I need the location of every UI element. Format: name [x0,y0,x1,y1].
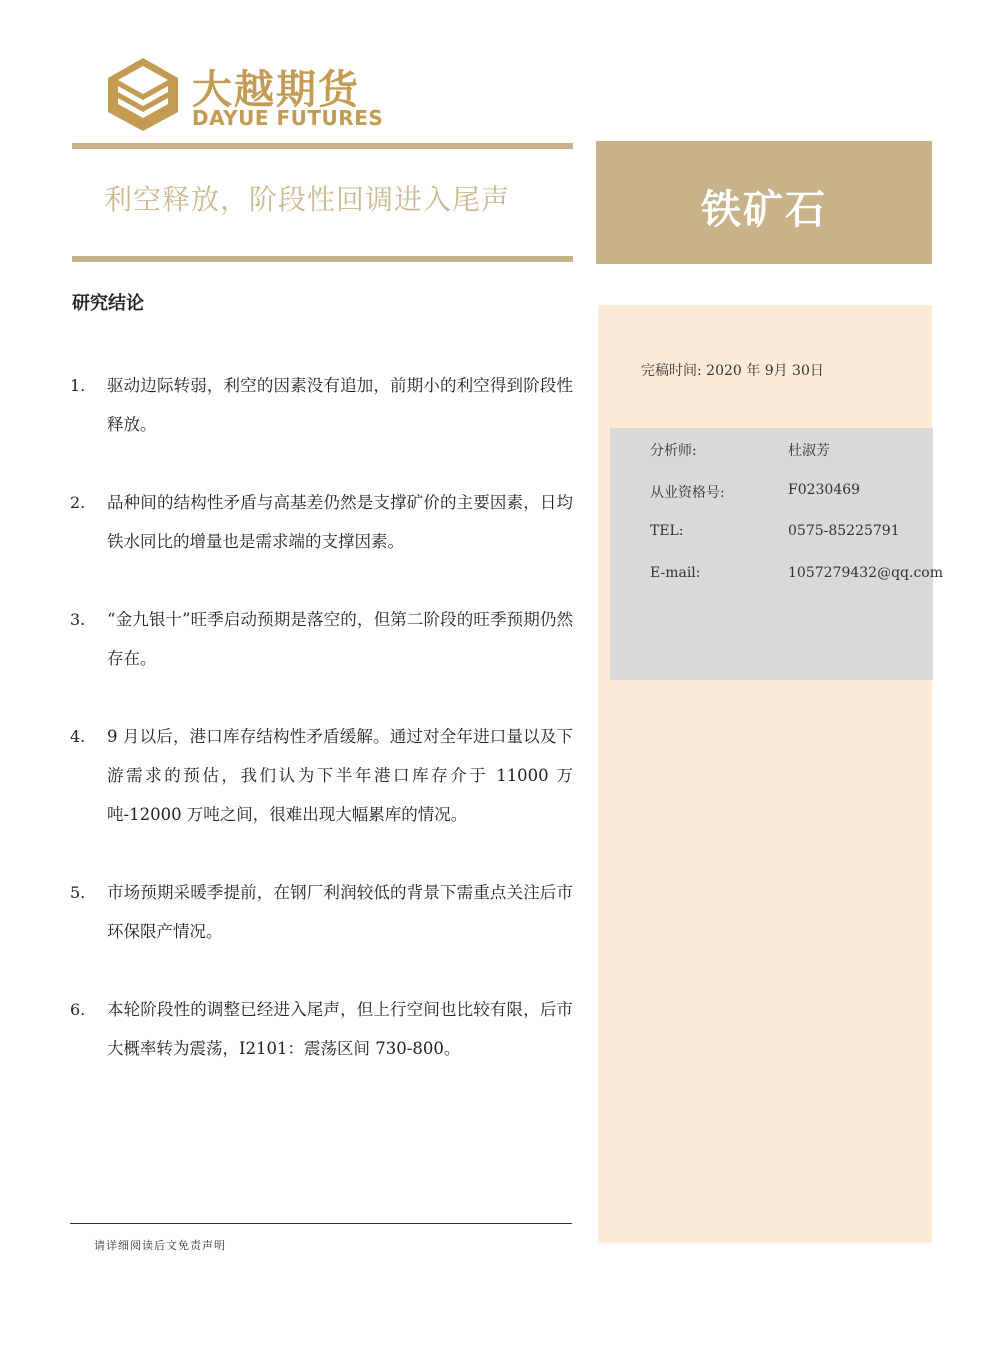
item-number: 2. [70,493,86,512]
item-text: 9 月以后，港口库存结构性矛盾缓解。通过对全年进口量以及下游需求的预估，我们认为下半年港口库存介于 11000 万吨-12000 万吨之间，很难出现大幅累库的情况。 [107,727,573,824]
email-value[interactable]: 1057279432@qq.com [788,565,943,581]
item-text: 市场预期采暖季提前，在钢厂利润较低的背景下需重点关注后市环保限产情况。 [107,883,573,941]
completion-date: 完稿时间: 2020 年 9月 30日 [641,363,824,379]
disclaimer-note: 请详细阅读后文免责声明 [94,1239,226,1252]
section-heading: 研究结论 [72,293,144,314]
license-label: 从业资格号: [650,485,725,501]
license-value: F0230469 [788,482,861,498]
item-text: 驱动边际转弱，利空的因素没有追加，前期小的利空得到阶段性释放。 [107,376,573,434]
conclusion-item [70,873,573,951]
category-label: 铁矿石 [701,187,827,233]
footer-rule [70,1223,572,1224]
item-number: 1. [70,376,86,395]
item-number: 3. [70,610,86,629]
item-number: 4. [70,727,86,746]
logo-cube-icon [106,56,180,132]
analyst-label: 分析师: [650,443,697,459]
conclusion-item [70,483,573,561]
logo-name-en: DAYUE FUTURES [192,106,384,130]
title-rule-top [72,143,573,149]
item-number: 5. [70,883,86,902]
logo-name-cn: 大越期货 [192,67,360,113]
tel-value: 0575-85225791 [788,523,900,539]
item-text: 本轮阶段性的调整已经进入尾声，但上行空间也比较有限，后市大概率转为震荡，I2101：震荡区间 730-800。 [107,1000,573,1058]
tel-label: TEL: [650,523,684,539]
conclusion-item [70,990,573,1068]
category-banner [596,141,932,264]
item-text: “金九银十”旺季启动预期是落空的，但第二阶段的旺季预期仍然存在。 [107,610,573,668]
conclusion-item [70,717,573,834]
item-number: 6. [70,1000,86,1019]
email-label: E-mail: [650,565,701,581]
conclusion-item [70,600,573,678]
report-title: 利空释放，阶段性回调进入尾声 [104,183,511,216]
company-logo [106,56,384,136]
analyst-info-box [610,428,933,680]
conclusion-item [70,366,573,444]
title-rule-bottom [72,256,573,262]
item-text: 品种间的结构性矛盾与高基差仍然是支撑矿价的主要因素，日均铁水同比的增量也是需求端的支撑因素。 [107,493,573,551]
analyst-value: 杜淑芳 [788,443,830,459]
